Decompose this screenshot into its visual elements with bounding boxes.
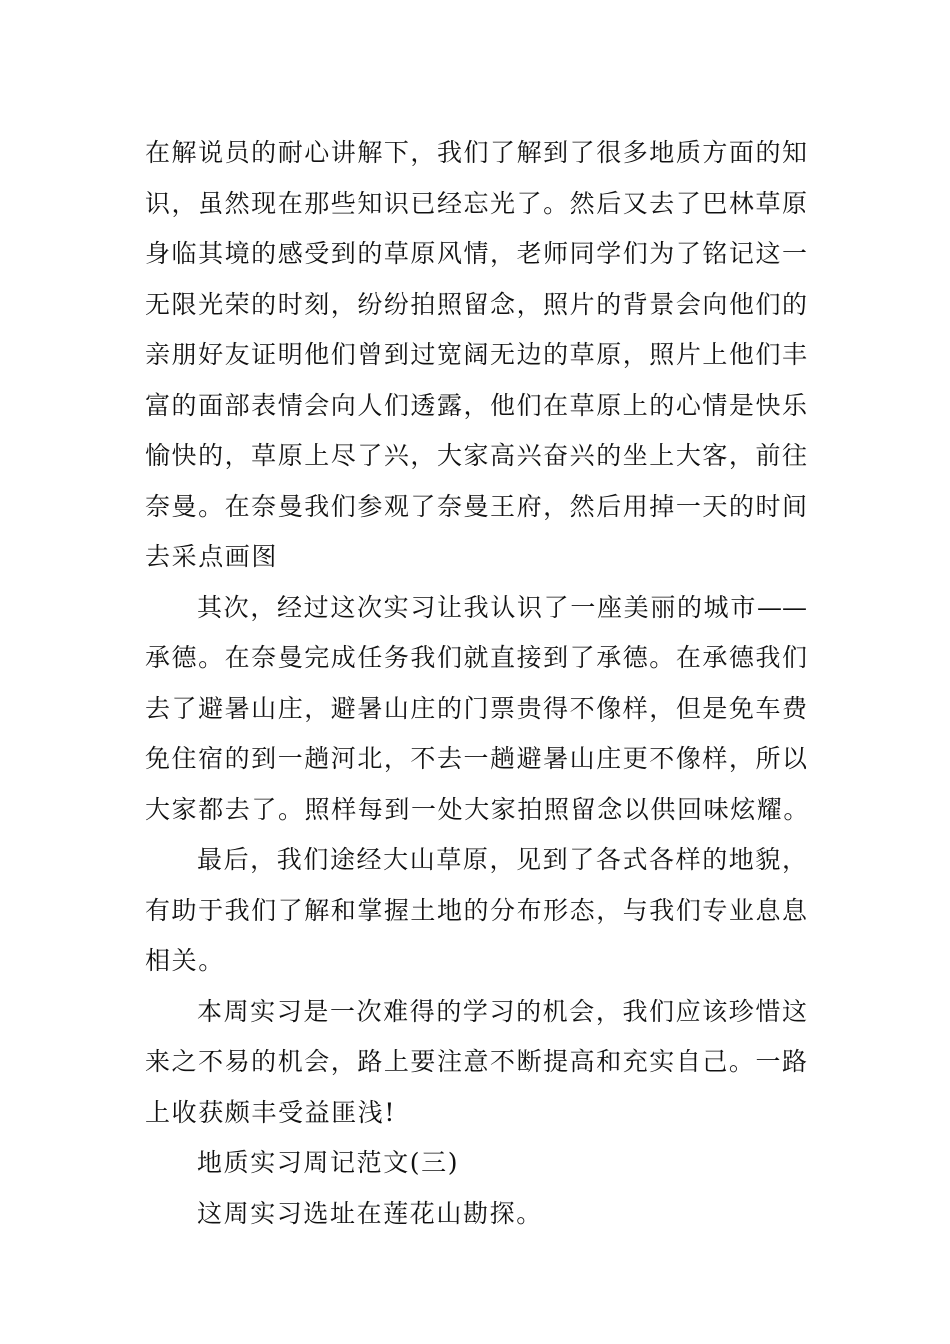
text-line: 去采点画图 xyxy=(145,542,279,571)
paragraph-start-line: 这周实习选址在莲花山勘探。 xyxy=(197,1198,543,1228)
paragraph-start-line: 最后，我们途经大山草原，见到了各式各样的地貌， xyxy=(197,845,807,874)
text-line: 无限光荣的时刻，纷纷拍照留念，照片的背景会向他们的 xyxy=(145,289,807,319)
text-line: 有助于我们了解和掌握土地的分布形态，与我们专业息息 xyxy=(145,895,807,925)
paragraph-start-line: 其次，经过这次实习让我认识了一座美丽的城市—— xyxy=(197,592,807,622)
text-line: 承德。在奈曼完成任务我们就直接到了承德。在承德我们 xyxy=(145,643,807,672)
section-heading: 地质实习周记范文(三) xyxy=(197,1148,460,1177)
text-line: 免住宿的到一趟河北，不去一趟避暑山庄更不像样，所以 xyxy=(145,744,807,773)
text-line: 富的面部表情会向人们透露，他们在草原上的心情是快乐 xyxy=(145,390,807,420)
text-line: 亲朋好友证明他们曾到过宽阔无边的草原，照片上他们丰 xyxy=(145,340,807,369)
text-line: 上收获颇丰受益匪浅! xyxy=(145,1097,397,1127)
text-line: 大家都去了。照样每到一处大家拍照留念以供回味炫耀。 xyxy=(145,794,811,824)
text-line: 相关。 xyxy=(145,946,225,975)
text-line: 来之不易的机会，路上要注意不断提高和充实自己。一路 xyxy=(145,1047,807,1076)
text-line: 去了避暑山庄，避暑山庄的门票贵得不像样，但是免车费 xyxy=(145,693,807,723)
text-line: 愉快的，草原上尽了兴，大家高兴奋兴的坐上大客，前往 xyxy=(145,441,807,470)
text-line: 身临其境的感受到的草原风情，老师同学们为了铭记这一 xyxy=(145,239,807,268)
document-page xyxy=(145,128,811,1239)
text-line: 识，虽然现在那些知识已经忘光了。然后又去了巴林草原 xyxy=(145,188,807,218)
text-line: 奈曼。在奈曼我们参观了奈曼王府，然后用掉一天的时间 xyxy=(145,491,807,521)
text-line: 在解说员的耐心讲解下，我们了解到了很多地质方面的知 xyxy=(145,138,807,167)
paragraph-start-line: 本周实习是一次难得的学习的机会，我们应该珍惜这 xyxy=(197,996,807,1026)
